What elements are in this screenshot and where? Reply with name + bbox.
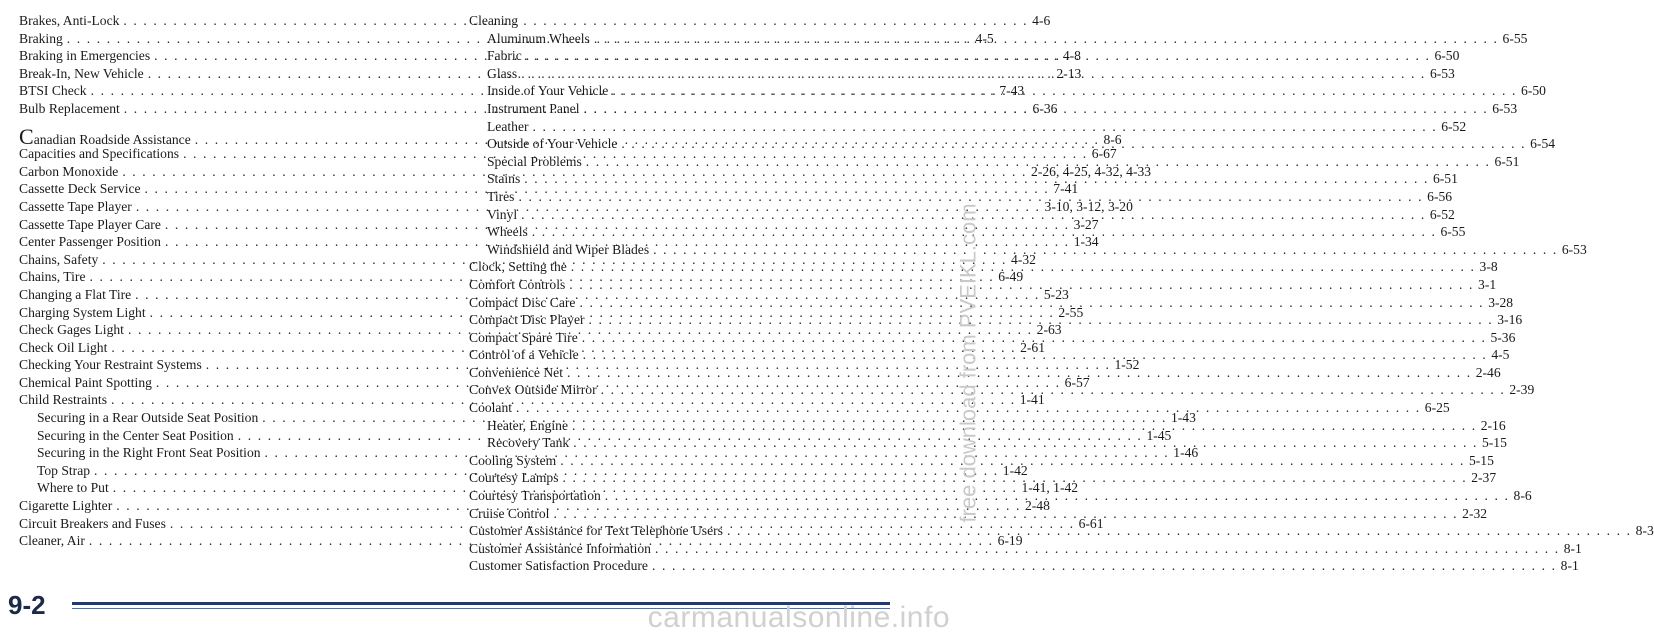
entry-page-ref: 8-1 [1563,540,1582,556]
entry-page-ref: 6-51 [1494,153,1520,169]
entry-page-ref: 6-57 [1064,374,1090,390]
entry-label: Recovery Tank [487,435,570,451]
entry-page-ref: 2-37 [1471,470,1497,486]
entry-label: Special Problems [487,153,582,169]
page-number: 9-2 [8,590,46,620]
entry-label: Comfort Controls [469,276,566,292]
entry-label: Compact Disc Care [469,294,576,310]
entry-page-ref: 2-61 [1020,339,1045,355]
entry-page-ref: 1-34 [1073,234,1099,250]
entry-page-ref: 6-25 [1424,400,1450,416]
entry-page-ref: 5-15 [1468,452,1494,468]
entry-page-ref: 4-5 [1491,347,1510,363]
entry-page-ref: 4-8 [1062,48,1081,64]
entry-page-ref: 6-52 [1441,118,1467,134]
entry-page-ref: 6-53 [1429,65,1455,81]
entry-label: Heater, Engine [487,417,568,433]
entry-label: Vinyl [487,206,518,222]
entry-label: Control of a Vehicle [469,347,579,363]
entry-page-ref: 3-27 [1073,216,1099,232]
index-subentry [469,118,1467,136]
entry-page-ref: 6-61 [1078,515,1104,531]
entry-label: Coolant [469,400,513,416]
entry-label: Charging System Light [19,304,146,320]
entry-label: Cassette Tape Player Care [19,216,161,232]
entry-label: Securing in a Rear Outside Seat Position [37,410,259,426]
entry-label: Outside of Your Vehicle [487,136,618,152]
entry-page-ref: 6-55 [1502,30,1528,46]
entry-page-ref: 8-1 [1560,558,1579,574]
dot-leader [532,223,1437,241]
entry-label: Customer Assistance Information [469,540,651,556]
dot-leader [652,557,1557,575]
entry-page-ref: 6-36 [1032,100,1058,116]
entry-page-ref: 6-50 [1434,48,1460,64]
entry-page-ref: 4-5 [975,30,994,46]
entry-label: Clock, Setting the [469,259,567,275]
entry-page-ref: 5-36 [1490,329,1516,345]
entry-label: Cruise Control [469,505,550,521]
entry-label: Windshield and Wiper Blades [487,241,650,257]
entry-label: Cassette Tape Player [19,198,132,214]
dot-leader [612,82,1517,100]
entry-page-ref: 5-23 [1043,286,1069,302]
entry-label: BTSI Check [19,83,87,99]
entry-label: Break-In, New Vehicle [19,65,144,81]
entry-page-ref: 5-15 [1481,435,1507,451]
entry-page-ref: 2-63 [1036,322,1062,338]
entry-label: Changing a Flat Tire [19,286,132,302]
entry-page-ref: 6-53 [1492,100,1518,116]
entry-page-ref: 8-3 [1635,523,1654,539]
entry-label: Customer Satisfaction Procedure [469,558,648,574]
dot-leader [553,505,1458,523]
entry-page-ref: 6-55 [1440,224,1466,240]
entry-label: Capacities and Specifications [19,146,180,162]
entry-label: Compact Disc Player [469,312,585,328]
dot-leader [653,241,1558,259]
entry-label: Center Passenger Position [19,234,161,250]
entry-label: Securing in the Center Seat Position [37,427,234,443]
entry-label: Instrument Panel [487,100,580,116]
dot-leader [521,65,1426,83]
entry-page-ref: 6-50 [1521,83,1546,99]
dot-leader [524,170,1429,188]
entry-page-ref: 2-46 [1475,364,1501,380]
entry-label: Wheels [487,224,528,240]
dot-leader [605,487,1510,505]
dot-leader [571,258,1476,276]
entry-label: Carbon Monoxide [19,163,119,179]
dot-leader [621,135,1526,153]
entry-page-ref: 8-6 [1513,488,1532,504]
entry-label: Convenience Net [469,364,563,380]
entry-label: Where to Put [37,480,109,496]
dot-leader [567,364,1472,382]
entry-page-ref: 1-46 [1173,445,1199,461]
dot-leader [594,30,1499,48]
entry-label: Check Gages Light [19,322,124,338]
entry-page-ref: 6-52 [1429,206,1455,222]
entry-label: Cigarette Lighter [19,498,113,514]
entry-page-ref: 1-43 [1170,410,1196,426]
dot-leader [583,346,1488,364]
dot-leader [573,434,1478,452]
entry-page-ref: 3-10, 3-12, 3-20 [1044,198,1133,214]
entry-label: Inside of Your Vehicle [487,83,609,99]
entry-label: Brakes, Anti-Lock [19,13,120,28]
entry-page-ref: 7-41 [1053,181,1079,197]
entry-label: Fabric [487,48,522,64]
entry-label: Leather [487,118,529,134]
entry-label: Chemical Paint Spotting [19,374,152,390]
entry-label: Braking [19,30,63,46]
dot-leader [601,381,1506,399]
entry-label: Cleaner, Air [19,533,85,549]
dot-leader [727,522,1632,540]
index-entry [469,557,1579,575]
entry-label: Circuit Breakers and Fuses [19,515,166,531]
entry-label: Top Strap [37,462,91,478]
entry-page-ref: 3-1 [1478,276,1497,292]
dot-leader [584,100,1489,118]
dot-leader [586,153,1491,171]
entry-page-ref: 3-16 [1497,312,1523,328]
entry-label: Compact Spare Tire [469,329,578,345]
entry-page-ref: 2-48 [1024,498,1050,514]
dot-leader [569,276,1474,294]
entry-label: Chains, Safety [19,251,99,267]
entry-page-ref: 6-53 [1561,241,1587,257]
entry-page-ref: 7-43 [999,83,1025,99]
entry-page-ref: 2-55 [1058,304,1084,320]
dot-leader [582,329,1487,347]
entry-page-ref: 3-8 [1479,259,1498,275]
entry-label: Convex Outside Mirror [469,382,597,398]
entry-label: Checking Your Restraint Systems [19,357,202,373]
bottom-watermark: carmanualsonline.info [647,601,950,634]
side-watermark: free download from PVEIKL.com [955,203,981,523]
entry-label: Aluminum Wheels [487,30,590,46]
entry-page-ref: 1-42 [1002,462,1028,478]
entry-page-ref: 1-41, 1-42 [1021,480,1079,496]
entry-label: Cooling System [469,452,557,468]
dot-leader [589,311,1494,329]
dot-leader [562,469,1467,487]
entry-page-ref: 3-28 [1488,294,1514,310]
entry-page-ref: 6-54 [1530,136,1556,152]
dot-leader [655,540,1560,558]
dot-leader [533,118,1438,136]
entry-label: Glass [487,65,518,81]
dot-leader [526,47,1431,65]
entry-label: Tires [487,188,515,204]
drop-cap-letter: C [19,123,34,149]
entry-label: Check Oil Light [19,339,108,355]
entry-page-ref: 6-19 [997,533,1023,549]
entry-label: Chains, Tire [19,269,86,285]
entry-label: Child Restraints [19,392,107,408]
entry-page-ref: 2-32 [1462,505,1488,521]
entry-page-ref: 1-45 [1146,427,1172,443]
entry-page-ref: 4-32 [1011,251,1036,267]
entry-page-ref: 8-6 [1103,131,1122,147]
entry-page-ref: 6-56 [1427,188,1453,204]
entry-page-ref: 2-26, 4-25, 4-32, 4-33 [1031,163,1152,179]
entry-page-ref: 1-52 [1114,357,1140,373]
entry-label: Bulb Replacement [19,100,120,116]
entry-label: Stains [487,171,521,187]
entry-label-text: anadian Roadside Assistance [33,131,191,147]
entry-label: Courtesy Transportation [469,488,601,504]
entry-label: Securing in the Right Front Seat Position [37,445,261,461]
index-heading: Cleaning [469,13,519,28]
entry-page-ref: 6-67 [1091,146,1117,162]
entry-page-ref: 6-49 [998,269,1024,285]
dot-leader [579,294,1484,312]
entry-label: Courtesy Lamps [469,470,559,486]
dot-leader [572,417,1477,435]
entry-page-ref: 2-16 [1480,417,1506,433]
entry-page-ref: 2-39 [1509,382,1535,398]
entry-page-ref: 6-51 [1432,171,1458,187]
entry-page-ref: 1-41 [1019,392,1045,408]
entry-label: Cassette Deck Service [19,181,141,197]
entry-label: Braking in Emergencies [19,48,151,64]
entry-label: Customer Assistance for Text Telephone Users [469,523,723,539]
dot-leader [560,452,1465,470]
entry-page-ref: 2-13 [1056,65,1082,81]
entry-page-ref: 4-6 [1032,13,1051,28]
